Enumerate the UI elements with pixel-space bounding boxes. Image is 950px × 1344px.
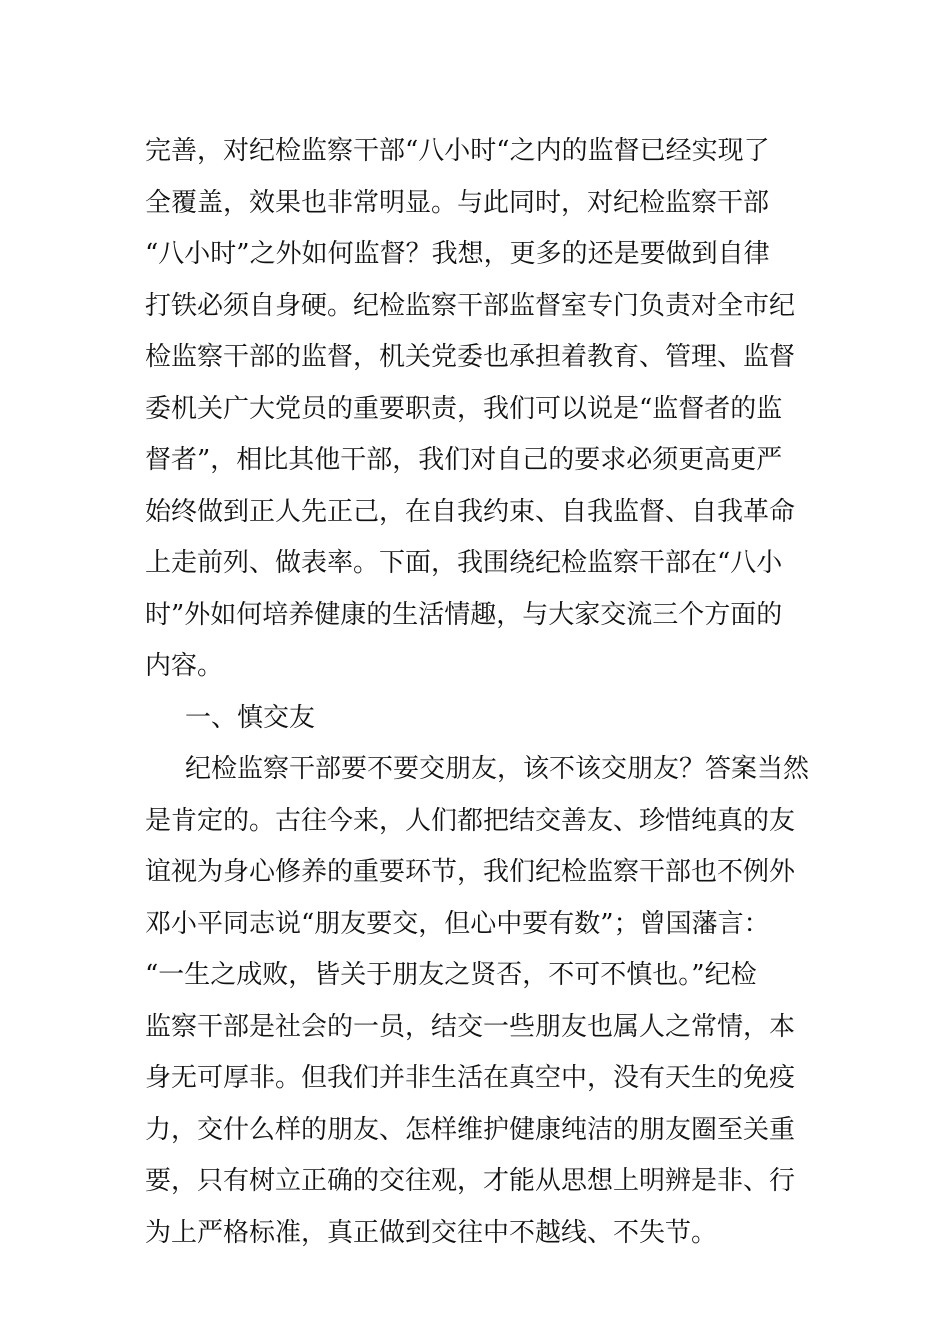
text-line: 谊视为身心修养的重要环节，我们纪检监察干部也不例外 xyxy=(145,857,796,887)
text-line: 要，只有树立正确的交往观，才能从思想上明辨是非、行 xyxy=(145,1166,796,1196)
text-line: 打铁必须自身硬。纪检监察干部监督室专门负责对全市纪 xyxy=(145,290,796,321)
text-line: 委机关广大党员的重要职责，我们可以说是“监督者的监 xyxy=(145,393,783,424)
text-line: 身无可厚非。但我们并非生活在真空中，没有天生的免疫 xyxy=(145,1063,796,1093)
text-line: 全覆盖，效果也非常明显。与此同时，对纪检监察干部 xyxy=(145,187,770,218)
body-text xyxy=(145,126,815,1259)
text-line: 督者”，相比其他干部，我们对自己的要求必须更高更严 xyxy=(145,445,783,475)
text-line: 力，交什么样的朋友、怎样维护健康纯洁的朋友圈至关重 xyxy=(145,1114,796,1145)
text-line: 为上严格标准，真正做到交往中不越线、不失节。 xyxy=(145,1217,718,1248)
paragraph-first-line: 纪检监察干部要不要交朋友，该不该交朋友？答案当然 xyxy=(185,754,810,784)
section-heading: 一、慎交友 xyxy=(185,702,316,733)
text-line: 时”外如何培养健康的生活情趣，与大家交流三个方面的 xyxy=(145,599,783,630)
text-line: 上走前列、做表率。下面，我围绕纪检监察干部在“八小 xyxy=(145,548,783,578)
text-line: 是肯定的。古往今来，人们都把结交善友、珍惜纯真的友 xyxy=(145,805,796,836)
text-line: “一生之成败，皆关于朋友之贤否，不可不慎也。”纪检 xyxy=(145,960,757,990)
text-line: 邓小平同志说“朋友要交，但心中要有数”；曾国藩言： xyxy=(145,908,770,939)
text-line: 始终做到正人先正己，在自我约束、自我监督、自我革命 xyxy=(145,496,796,527)
text-line: “八小时”之外如何监督？我想，更多的还是要做到自律 xyxy=(145,239,770,269)
text-line: 完善，对纪检监察干部“八小时“之内的监督已经实现了 xyxy=(145,136,770,166)
text-line: 检监察干部的监督，机关党委也承担着教育、管理、监督 xyxy=(145,342,796,372)
text-line: 监察干部是社会的一员，结交一些朋友也属人之常情，本 xyxy=(145,1011,796,1042)
text-line: 内容。 xyxy=(145,651,224,681)
